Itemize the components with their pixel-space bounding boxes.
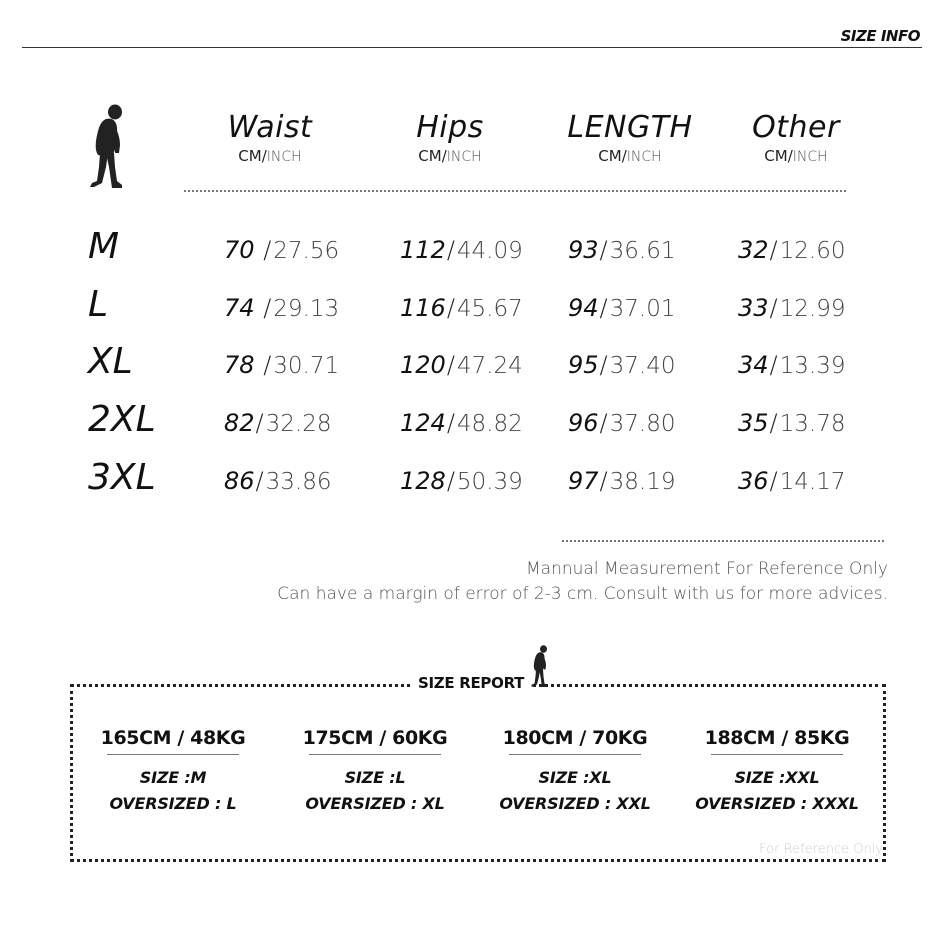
value-inch: 44.09 bbox=[456, 238, 523, 264]
reference-footnote: For Reference Only bbox=[759, 842, 883, 857]
value-cm: 116 bbox=[400, 294, 446, 322]
length-value bbox=[568, 407, 676, 440]
oversized-size: OVERSIZED : L bbox=[109, 794, 237, 813]
unit-cm: CM bbox=[764, 147, 788, 165]
value-cm: 36 bbox=[738, 467, 769, 495]
body-measurement: 188CM / 85KG bbox=[704, 727, 850, 749]
value-inch: 32.28 bbox=[265, 411, 332, 437]
unit-inch: INCH bbox=[266, 149, 302, 165]
oversized-size: OVERSIZED : XXL bbox=[499, 794, 651, 813]
hips-value bbox=[400, 292, 523, 325]
hips-value bbox=[400, 234, 523, 267]
value-cm: 95 bbox=[568, 351, 599, 379]
recommended-size: SIZE :XXL bbox=[734, 768, 820, 787]
length-value bbox=[568, 465, 676, 498]
value-sep: / bbox=[769, 294, 778, 322]
value-inch: 12.99 bbox=[779, 296, 846, 322]
value-inch: 36.61 bbox=[609, 238, 676, 264]
value-sep: / bbox=[769, 236, 778, 264]
size-report-entry bbox=[475, 724, 675, 817]
value-sep: / bbox=[599, 236, 608, 264]
other-value bbox=[738, 465, 846, 498]
hips-value bbox=[400, 465, 523, 498]
other-value bbox=[738, 349, 846, 382]
column-unit bbox=[205, 146, 335, 167]
value-sep: / bbox=[446, 467, 455, 495]
body-measurement: 175CM / 60KG bbox=[302, 727, 448, 749]
value-cm: 120 bbox=[400, 351, 446, 379]
notes-dotted-divider bbox=[562, 540, 884, 542]
unit-cm: CM bbox=[598, 147, 622, 165]
value-cm: 128 bbox=[400, 467, 446, 495]
value-cm: 74 bbox=[224, 294, 255, 322]
entry-divider bbox=[509, 754, 641, 755]
value-sep: / bbox=[446, 294, 455, 322]
entry-divider bbox=[309, 754, 441, 755]
length-value bbox=[568, 349, 676, 382]
value-cm: 94 bbox=[568, 294, 599, 322]
other-value bbox=[738, 407, 846, 440]
size-report-entry bbox=[677, 724, 877, 817]
value-sep: / bbox=[599, 351, 608, 379]
value-cm: 112 bbox=[400, 236, 446, 264]
value-cm: 33 bbox=[738, 294, 769, 322]
oversized-size: OVERSIZED : XL bbox=[305, 794, 445, 813]
waist-value bbox=[224, 407, 332, 440]
value-inch: 48.82 bbox=[456, 411, 523, 437]
column-name: LENGTH bbox=[567, 110, 693, 145]
column-unit bbox=[548, 146, 712, 167]
header-dotted-divider bbox=[184, 190, 846, 192]
unit-sep: / bbox=[787, 147, 793, 165]
column-unit bbox=[728, 146, 864, 167]
value-inch: 37.40 bbox=[609, 353, 676, 379]
body-measurement: 180CM / 70KG bbox=[502, 727, 648, 749]
value-inch: 45.67 bbox=[456, 296, 523, 322]
value-cm: 86 bbox=[224, 467, 255, 495]
value-sep: / bbox=[769, 467, 778, 495]
value-sep: / bbox=[255, 409, 264, 437]
value-inch: 29.13 bbox=[273, 296, 340, 322]
oversized-size: OVERSIZED : XXXL bbox=[695, 794, 859, 813]
value-sep: / bbox=[446, 351, 455, 379]
other-value bbox=[738, 292, 846, 325]
header-divider bbox=[22, 47, 922, 48]
walking-figure-icon bbox=[84, 103, 132, 189]
value-cm: 34 bbox=[738, 351, 769, 379]
unit-inch: INCH bbox=[792, 149, 828, 165]
page-title: SIZE INFO bbox=[840, 27, 920, 45]
margin-note: Can have a margin of error of 2-3 cm. Consult with us for more advices. bbox=[277, 584, 888, 604]
waist-value bbox=[224, 349, 339, 382]
waist-value bbox=[224, 292, 339, 325]
value-sep: / bbox=[769, 409, 778, 437]
column-header-length bbox=[548, 110, 712, 167]
column-header-hips bbox=[382, 110, 518, 167]
value-cm: 70 bbox=[224, 236, 255, 264]
value-inch: 50.39 bbox=[456, 469, 523, 495]
entry-divider bbox=[107, 754, 239, 755]
body-measurement: 165CM / 48KG bbox=[100, 727, 246, 749]
value-sep: / bbox=[446, 409, 455, 437]
value-inch: 27.56 bbox=[273, 238, 340, 264]
size-label: L bbox=[88, 284, 109, 325]
column-unit bbox=[382, 146, 518, 167]
measurement-note: Mannual Measurement For Reference Only bbox=[526, 559, 888, 579]
value-inch: 37.80 bbox=[609, 411, 676, 437]
value-sep: / bbox=[446, 236, 455, 264]
value-sep: / bbox=[263, 351, 272, 379]
value-sep: / bbox=[769, 351, 778, 379]
size-label: 2XL bbox=[88, 399, 156, 440]
column-name: Waist bbox=[227, 110, 313, 145]
unit-cm: CM bbox=[238, 147, 262, 165]
value-inch: 12.60 bbox=[779, 238, 846, 264]
waist-value bbox=[224, 234, 339, 267]
size-label: XL bbox=[88, 341, 133, 382]
value-inch: 33.86 bbox=[265, 469, 332, 495]
column-header-waist bbox=[205, 110, 335, 167]
value-inch: 13.78 bbox=[779, 411, 846, 437]
value-inch: 37.01 bbox=[609, 296, 676, 322]
recommended-size: SIZE :XL bbox=[538, 768, 612, 787]
value-cm: 82 bbox=[224, 409, 255, 437]
value-cm: 124 bbox=[400, 409, 446, 437]
recommended-size: SIZE :M bbox=[139, 768, 207, 787]
value-sep: / bbox=[599, 294, 608, 322]
walking-figure-icon bbox=[528, 641, 552, 691]
value-cm: 35 bbox=[738, 409, 769, 437]
column-header-other bbox=[728, 110, 864, 167]
size-label: 3XL bbox=[88, 457, 156, 498]
value-cm: 32 bbox=[738, 236, 769, 264]
value-sep: / bbox=[255, 467, 264, 495]
length-value bbox=[568, 234, 676, 267]
value-inch: 30.71 bbox=[273, 353, 340, 379]
size-report-title: SIZE REPORT bbox=[412, 674, 530, 692]
hips-value bbox=[400, 349, 523, 382]
value-sep: / bbox=[263, 294, 272, 322]
value-inch: 38.19 bbox=[609, 469, 676, 495]
size-report-entry bbox=[73, 724, 273, 817]
value-cm: 96 bbox=[568, 409, 599, 437]
waist-value bbox=[224, 465, 332, 498]
value-inch: 47.24 bbox=[456, 353, 523, 379]
value-cm: 78 bbox=[224, 351, 255, 379]
size-label: M bbox=[88, 226, 120, 267]
other-value bbox=[738, 234, 846, 267]
column-name: Hips bbox=[416, 110, 484, 145]
unit-inch: INCH bbox=[446, 149, 482, 165]
value-cm: 97 bbox=[568, 467, 599, 495]
value-cm: 93 bbox=[568, 236, 599, 264]
entry-divider bbox=[711, 754, 843, 755]
value-sep: / bbox=[599, 409, 608, 437]
value-sep: / bbox=[263, 236, 272, 264]
value-sep: / bbox=[599, 467, 608, 495]
unit-cm: CM bbox=[418, 147, 442, 165]
size-report-entry bbox=[275, 724, 475, 817]
hips-value bbox=[400, 407, 523, 440]
recommended-size: SIZE :L bbox=[344, 768, 406, 787]
unit-inch: INCH bbox=[626, 149, 662, 165]
column-name: Other bbox=[752, 110, 840, 145]
unit-sep: / bbox=[441, 147, 447, 165]
value-inch: 13.39 bbox=[779, 353, 846, 379]
unit-sep: / bbox=[621, 147, 627, 165]
value-inch: 14.17 bbox=[779, 469, 846, 495]
length-value bbox=[568, 292, 676, 325]
unit-sep: / bbox=[261, 147, 267, 165]
